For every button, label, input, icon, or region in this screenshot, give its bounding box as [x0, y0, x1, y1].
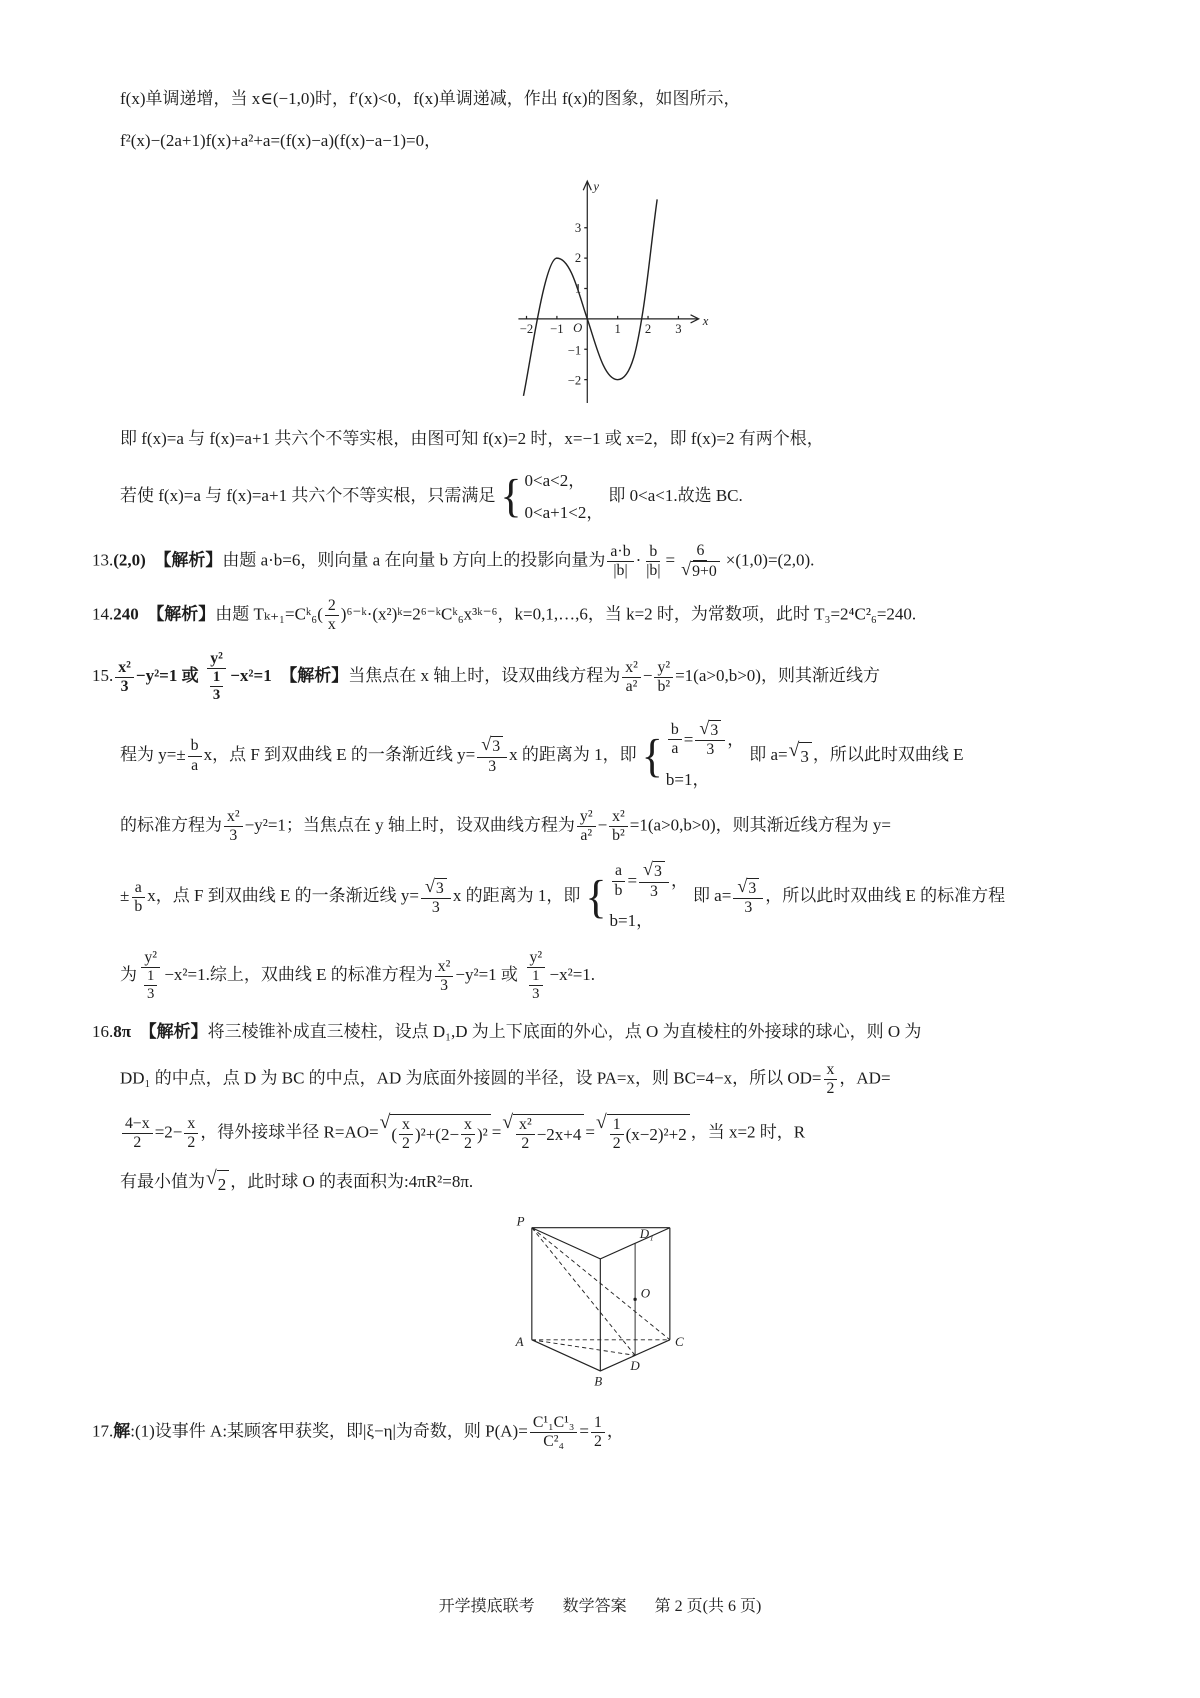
page-footer — [0, 1593, 1200, 1616]
point-o-dot — [633, 1298, 636, 1301]
x-tick-label-2: 2 — [644, 322, 652, 337]
prism-label-a: A — [515, 1334, 524, 1350]
answer-15-line-4: ± $\frac{a}{b}$ x，点 F 到双曲线 E 的一条渐近线 y= √ 3 3 x 的距离为 1，即 { $\frac{a}{b}$ = √ 3 3 ， b=1， 即 a= √ 3 3 ，所以此时双曲线 E 的标准方程 — [120, 859, 1006, 930]
footer-subject: 数学答案 — [562, 1598, 627, 1615]
prism-label-o: O — [640, 1285, 651, 1301]
content-area — [92, 86, 1118, 1468]
answer-16-line-4: 有最小值为 √ 2 ，此时球 O 的表面积为:4πR²=8π. — [92, 1169, 1118, 1197]
answer-15-line-3: 的标准方程为 $\frac{\text{x²}}{3}$ −y²=1；当焦点在 y 轴上时，设双曲线方程为 $\frac{\text{y²}}{\text{a²}}$ − $\frac{\text{x²}}{\text{b²}}$ =1(a>0,b>0)，则其渐近线方程为 y= — [120, 808, 892, 845]
segment-pd — [532, 1228, 635, 1356]
answer-14: 14.240 【解析】由题 Tₖ₊₁=Cᵏ₆( $\frac{2}{x}$ )⁶⁻ᵏ·(x²)ᵏ=2⁶⁻ᵏCᵏ₆x³ᵏ⁻⁶，k=0,1,…,6，当 k=2 时，为常数项，此时 T₃=2⁴C²₆=240. — [92, 596, 917, 634]
x-tick-label-1: 1 — [614, 322, 621, 337]
x-tick-label-neg2: −2 — [519, 322, 534, 337]
x-tick-label-3: 3 — [675, 322, 682, 337]
function-graph-svg — [494, 169, 716, 407]
answer-15-line-1: 15. $\frac{\text{x²}}{3}$ −y²=1 或 $\frac{\text{y²}}{\frac{1}{3}}$ −x²=1 【解析】当焦点在 x 轴上时，设双曲线方程为 $\frac{\text{x²}}{\text{a²}}$ − $\frac{\text{y²}}{\text{b²}}$ =1(a>0,b>0)，则其渐近线方 — [92, 650, 880, 704]
answer-17-line-1: 17.解:(1)设事件 A:某顾客甲获奖，即|ξ−η|为奇数，则 P(A)= $\frac{\text{C¹₁C¹₃}}{\text{C²₄}}$ = $\frac{1}{2}$ ， — [92, 1414, 624, 1451]
solution-12-line-1: f(x)单调递增，当 x∈(−1,0)时，f′(x)<0，f(x)单调递减，作出 f(x)的图象，如图所示， — [120, 89, 741, 108]
x-tick-label-neg1: −1 — [550, 322, 564, 337]
answer-15-line-2: 程为 y=± $\frac{b}{a}$ x，点 F 到双曲线 E 的一条渐近线 y= √ 3 3 x 的距离为 1，即 { $\frac{b}{a}$ = √ 3 3 ， b=1， 即 a= √ 3 ，所以此时双曲线 E — [120, 718, 964, 789]
solution-12-line-3: 即 f(x)=a 与 f(x)=a+1 共六个不等实根，由图可知 f(x)=2 时，x=−1 或 x=2，即 f(x)=2 有两个根， — [120, 429, 824, 448]
y-axis-label: y — [593, 179, 599, 194]
prism-label-p: P — [516, 1213, 525, 1229]
prism-figure-svg — [509, 1213, 701, 1395]
answer-16-line-3: $\frac{4-x}{2}$ =2− $\frac{x}{2}$ ，得外接球半径 R=AO= √ ( $\frac{x}{2}$ )²+(2− $\frac{x}{2}$ )² = √ $\frac{\text{x²}}{2}$ −2x+4 = √ $\frac{1}{2}$ (x−2)²+2 ，当 x=2 时，R — [92, 1114, 1118, 1153]
figure-function-graph — [92, 169, 1118, 412]
answer-13: 13.(2,0) 【解析】由题 a·b=6，则向量 a 在向量 b 方向上的投影向量为 $\frac{a\cdot b}{|b|}$ · $\frac{b}{|b|}$ = 6 √ 9+0 ×(1,0)=(2,0). — [92, 541, 815, 580]
answer-15-line-5: 为 $\frac{\text{y²}}{\frac{1}{3}}$ −x²=1.综上，双曲线 E 的标准方程为 $\frac{\text{x²}}{3}$ −y²=1 或 $\frac{\text{y²}}{\frac{1}{3}}$ −x²=1. — [120, 949, 596, 1003]
solution-12-line-2: f²(x)−(2a+1)f(x)+a²+a=(f(x)−a)(f(x)−a−1)=0， — [120, 130, 442, 150]
footer-page-number: 第 2 页(共 6 页) — [654, 1598, 762, 1615]
footer-exam-name: 开学摸底联考 — [438, 1598, 535, 1615]
y-tick-label-3: 3 — [574, 220, 582, 235]
y-tick-label-neg2: −2 — [567, 373, 582, 388]
cubic-curve — [523, 199, 657, 395]
x-axis-label: x — [702, 313, 709, 328]
answer-16-line-1: 16.8π 【解析】将三棱锥补成直三棱柱，设点 D₁,D 为上下底面的外心，点 O 为直棱柱的外接球的球心，则 O 为 — [92, 1022, 922, 1042]
y-tick-label-1: 1 — [574, 281, 582, 296]
prism-label-d: D — [630, 1358, 640, 1374]
origin-label: O — [573, 321, 583, 336]
prism-label-c: C — [675, 1334, 684, 1350]
prism-label-d1: D₁ — [639, 1226, 654, 1242]
figure-prism — [92, 1213, 1118, 1400]
y-tick-label-neg1: −1 — [567, 343, 582, 358]
solution-12-line-4: 若使 f(x)=a 与 f(x)=a+1 共六个不等实根，只需满足 { 0<a<2， 0<a+1<2， 即 0<a<1.故选 BC. — [120, 470, 743, 523]
segment-ad — [532, 1340, 635, 1356]
prism-label-b: B — [594, 1373, 603, 1389]
answer-16-line-2: DD₁ 的中点，点 D 为 BC 的中点，AD 为底面外接圆的半径，设 PA=x，则 BC=4−x，所以 OD= $\frac{x}{2}$ ，AD= — [120, 1060, 891, 1097]
y-tick-label-2: 2 — [574, 251, 582, 266]
